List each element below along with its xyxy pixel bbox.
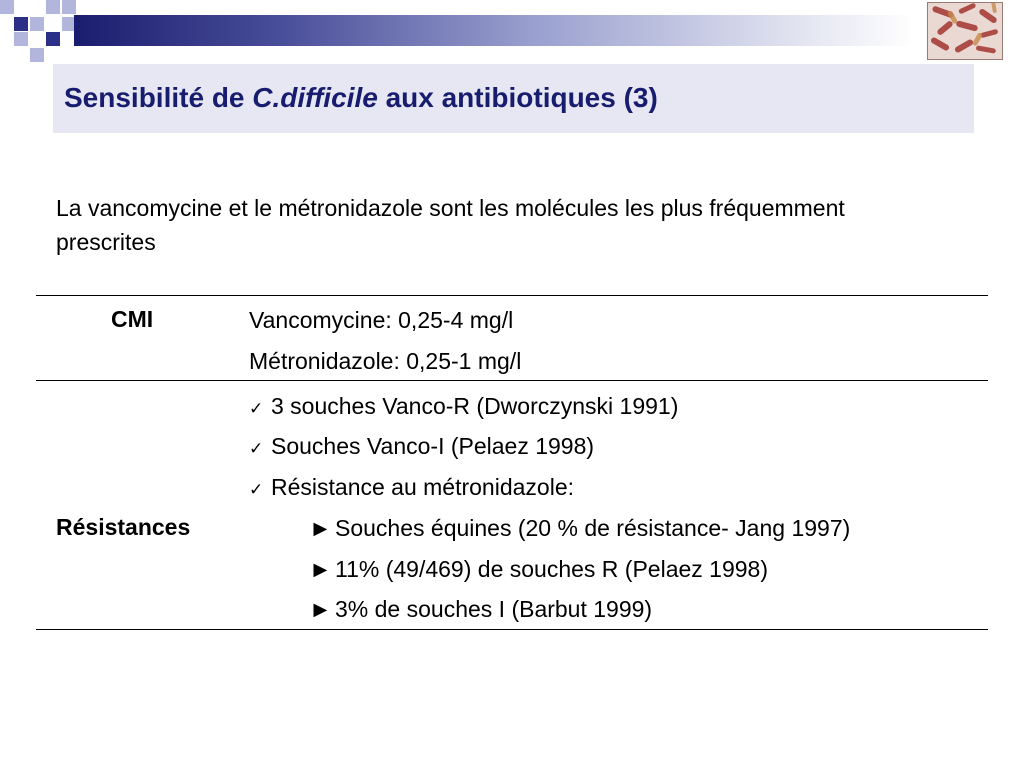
table-row-divider xyxy=(36,380,988,381)
resistance-item-text: Résistance au métronidazole: xyxy=(271,474,574,500)
resistance-item xyxy=(249,433,594,460)
title-suffix: aux antibiotiques (3) xyxy=(377,82,658,113)
bacteria-micrograph-image xyxy=(927,2,1003,60)
resistance-subitem-text: 3% de souches I (Barbut 1999) xyxy=(335,596,653,622)
resistance-subitem xyxy=(309,596,652,623)
title-band xyxy=(53,64,974,133)
resistance-subitem-text: 11% (49/469) de souches R (Pelaez 1998) xyxy=(335,556,769,582)
slide-title xyxy=(64,82,658,114)
intro-text: La vancomycine et le métronidazole sont les molécules les plus fréquemment prescrites xyxy=(56,195,845,255)
title-prefix: Sensibilité de xyxy=(64,82,253,113)
triangle-right-icon: ► xyxy=(309,596,332,622)
resistance-subitem xyxy=(309,515,850,542)
triangle-right-icon: ► xyxy=(309,556,332,582)
resistance-item xyxy=(249,393,678,420)
resistance-item xyxy=(249,474,574,501)
checkmark-icon: ✓ xyxy=(249,399,264,418)
decorative-squares xyxy=(0,0,80,64)
title-organism: C.difficile xyxy=(252,82,378,113)
table-top-rule xyxy=(36,295,988,296)
cmi-line: Métronidazole: 0,25-1 mg/l xyxy=(249,348,522,374)
checkmark-icon: ✓ xyxy=(249,439,264,458)
resistance-item-text: Souches Vanco-I (Pelaez 1998) xyxy=(271,433,595,459)
cmi-label: CMI xyxy=(111,306,154,332)
checkmark-icon: ✓ xyxy=(249,480,264,499)
resistance-subitem xyxy=(309,556,768,583)
header-gradient-bar xyxy=(74,15,914,46)
table-bottom-rule xyxy=(36,629,988,630)
resistances-label: Résistances xyxy=(56,514,191,540)
cmi-line: Vancomycine: 0,25-4 mg/l xyxy=(249,307,514,333)
resistance-subitem-text: Souches équines (20 % de résistance- Jang 1997) xyxy=(335,515,851,541)
resistance-item-text: 3 souches Vanco-R (Dworczynski 1991) xyxy=(271,393,679,419)
triangle-right-icon: ► xyxy=(309,515,332,541)
